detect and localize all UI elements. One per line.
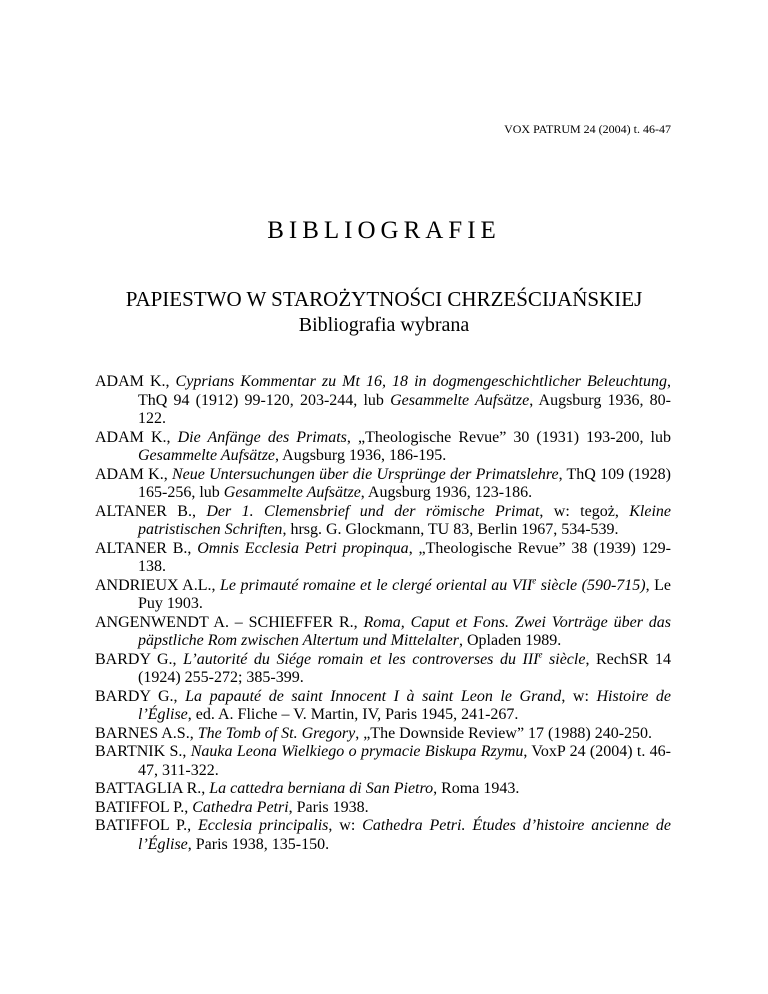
bibliography-entry: ALTANER B., Omnis Ecclesia Petri propinqua, „Theologische Revue” 38 (1939) 129-138. <box>95 539 672 575</box>
bibliography-entry: ADAM K., Die Anfänge des Primats, „Theologische Revue” 30 (1931) 193-200, lub Gesammelte Aufsätze, Augsburg 1936, 186-195. <box>95 428 671 464</box>
bibliography-list <box>95 373 671 854</box>
bibliography-entry: BATTAGLIA R., La cattedra berniana di San Pietro, Roma 1943. <box>95 780 520 797</box>
section-title: PAPIESTWO W STAROŻYTNOŚCI CHRZEŚCIJAŃSKIEJ <box>125 287 643 311</box>
bibliography-entry: ALTANER B., Der 1. Clemensbrief und der römische Primat, w: tegoż, Kleine patristischen Schriften, hrsg. G. Glockmann, TU 83, Berlin 1967, 534-539. <box>95 502 671 538</box>
bibliography-entry: BATIFFOL P., Ecclesia principalis, w: Cathedra Petri. Études d’histoire ancienne de l’Église, Paris 1938, 135-150. <box>95 817 672 853</box>
page-title: BIBLIOGRAFIE <box>267 217 501 244</box>
section-subtitle: Bibliografia wybrana <box>298 314 470 336</box>
bibliography-entry: ANDRIEUX A.L., Le primauté romaine et le clergé oriental au VIIe siècle (590-715), Le Puy 1903. <box>95 575 672 612</box>
journal-header: VOX PATRUM 24 (2004) t. 46-47 <box>504 122 671 136</box>
bibliography-entry: ADAM K., Neue Untersuchungen über die Ursprünge der Primatslehre, ThQ 109 (1928) 165-256, lub Gesammelte Aufsätze, Augsburg 1936, 123-186. <box>95 465 671 501</box>
bibliography-entry: ADAM K., Cyprians Kommentar zu Mt 16, 18 in dogmengeschichtlicher Beleuchtung, ThQ 94 (1912) 99-120, 203-244, lub Gesammelte Aufsätze, Augsburg 1936, 80-122. <box>95 373 672 427</box>
bibliography-entry: BARTNIK S., Nauka Leona Wielkiego o prymacie Biskupa Rzymu, VoxP 24 (2004) t. 46-47, 311-322. <box>95 743 672 779</box>
bibliography-entry: BARDY G., L’autorité du Siége romain et les controverses du IIIe siècle, RechSR 14 (1924) 255-272; 385-399. <box>95 649 671 686</box>
bibliography-entry: BARDY G., La papauté de saint Innocent I à saint Leon le Grand, w: Histoire de l’Église, ed. A. Fliche – V. Martin, IV, Paris 1945, 241-267. <box>95 687 671 723</box>
bibliography-entry: BATIFFOL P., Cathedra Petri, Paris 1938. <box>95 798 369 816</box>
bibliography-entry: BARNES A.S., The Tomb of St. Gregory, „The Downside Review” 17 (1988) 240-250. <box>95 724 653 742</box>
bibliography-entry: ANGENWENDT A. – SCHIEFFER R., Roma, Caput et Fons. Zwei Vorträge über das päpstliche Rom zwischen Altertum und Mittelalter, Opladen 1989. <box>95 613 671 649</box>
